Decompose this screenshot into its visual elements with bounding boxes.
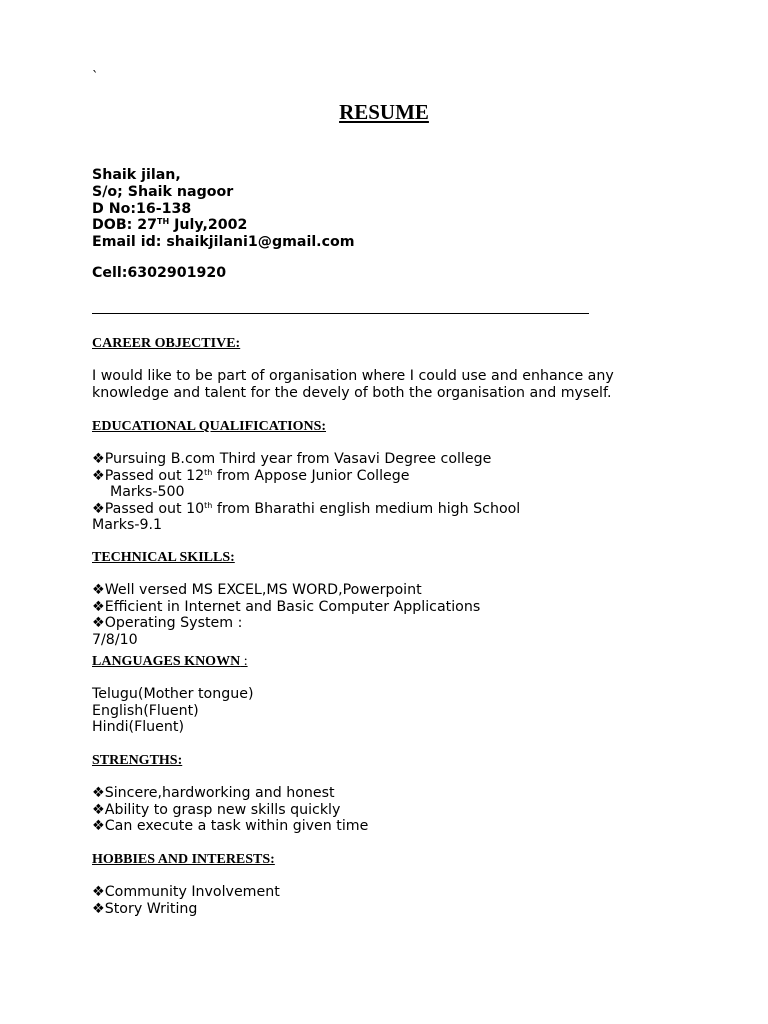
page-title: RESUME <box>339 100 429 124</box>
strengths-heading: STRENGTHS: <box>92 753 183 768</box>
door-number: D No:16-138 <box>92 200 192 217</box>
skill-item: ❖ Well versed MS EXCEL,MS WORD,Powerpoint <box>92 582 480 598</box>
candidate-name: Shaik jilan, <box>92 167 181 183</box>
language-item: Hindi(Fluent) <box>92 719 184 736</box>
skill-item: ❖ Operating System : <box>92 615 480 631</box>
education-marks: Marks-9.1 <box>92 517 163 534</box>
date-of-birth: DOB: 27TH July,2002 <box>92 217 248 234</box>
language-item: English(Fluent) <box>92 702 199 719</box>
parent-name: S/o; Shaik nagoor <box>92 183 234 200</box>
strengths-section <box>92 753 368 835</box>
education-heading: EDUCATIONAL QUALIFICATIONS: <box>92 419 327 434</box>
hobby-item: ❖ Story Writing <box>92 901 280 917</box>
hobbies-section <box>92 852 280 917</box>
stray-mark: ` <box>92 70 99 85</box>
languages-section <box>92 654 254 736</box>
technical-skills-section <box>92 550 480 648</box>
contact-block <box>92 167 355 282</box>
education-item: ❖ Passed out 12th from Appose Junior College <box>92 468 520 484</box>
career-objective-text: I would like to be part of organisation where I could use and enhance any knowledge and talent for the devely of both the organisation and myself. <box>92 368 614 401</box>
education-marks: Marks-500 <box>110 484 185 501</box>
divider-line <box>92 313 589 314</box>
hobbies-heading: HOBBIES AND INTERESTS: <box>92 852 275 867</box>
strength-item: ❖ Can execute a task within given time <box>92 818 368 834</box>
email-address: Email id: shaikjilani1@gmail.com <box>92 234 355 251</box>
career-objective-section <box>92 336 652 401</box>
skill-item: ❖ Efficient in Internet and Basic Computer Applications <box>92 599 480 615</box>
hobby-item: ❖ Community Involvement <box>92 884 280 900</box>
education-item: ❖ Pursuing B.com Third year from Vasavi Degree college <box>92 451 520 467</box>
cell-number: Cell:6302901920 <box>92 264 227 281</box>
languages-heading: LANGUAGES KNOWN : <box>92 654 248 669</box>
language-item: Telugu(Mother tongue) <box>92 686 254 703</box>
career-objective-heading: CAREER OBJECTIVE: <box>92 336 241 351</box>
technical-skills-heading: TECHNICAL SKILLS: <box>92 550 235 565</box>
education-section <box>92 419 520 533</box>
strength-item: ❖ Ability to grasp new skills quickly <box>92 802 368 818</box>
education-item: ❖ Passed out 10th from Bharathi english medium high School <box>92 501 520 517</box>
strength-item: ❖ Sincere,hardworking and honest <box>92 785 368 801</box>
os-versions: 7/8/10 <box>92 631 138 648</box>
